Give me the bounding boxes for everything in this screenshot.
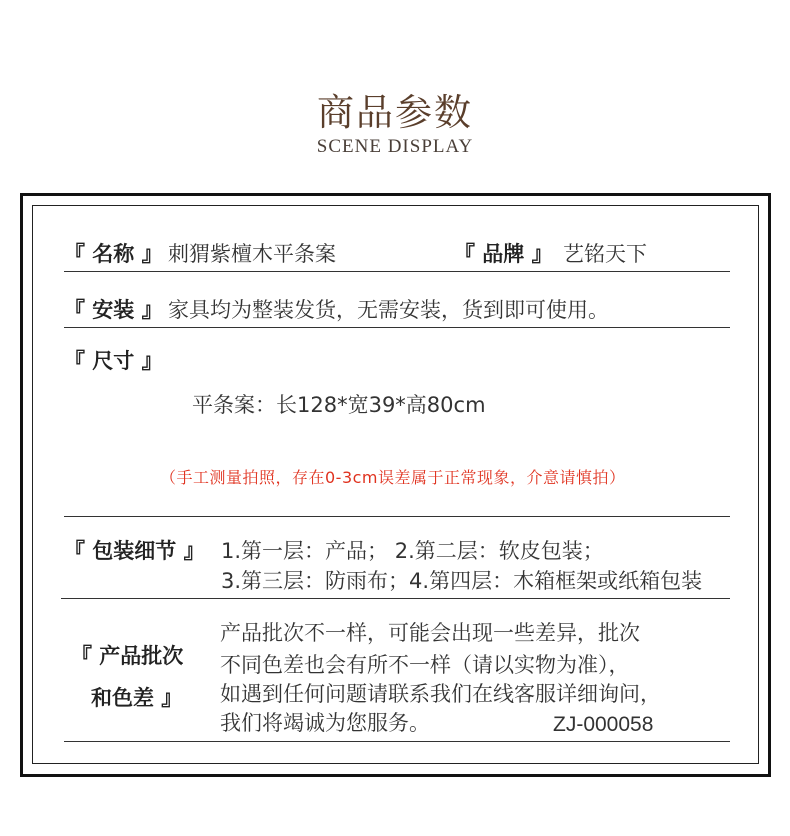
- brand-value: 艺铭天下: [563, 242, 647, 266]
- page-title: 商品参数: [317, 91, 473, 134]
- batch-text-line-3: 如遇到任何问题请联系我们在线客服详细询问，: [220, 682, 661, 706]
- name-value: 刺猬紫檀木平条案: [168, 242, 336, 266]
- batch-text-line-2: 不同色差也会有所不一样（请以实物为准），: [220, 653, 630, 677]
- name-label: 『 名称 』: [64, 242, 163, 266]
- install-label: 『 安装 』: [64, 298, 163, 322]
- packaging-line-2: 3.第三层：防雨布；4.第四层：木箱框架或纸箱包装: [221, 569, 703, 593]
- packaging-line-1: 1.第一层：产品； 2.第二层：软皮包装；: [221, 539, 604, 563]
- divider: [64, 516, 730, 517]
- batch-label-line-2: 和色差 』: [91, 686, 183, 710]
- batch-text-line-4: 我们将竭诚为您服务。: [220, 711, 430, 735]
- batch-label-line-1: 『 产品批次: [71, 644, 184, 668]
- divider: [64, 271, 730, 272]
- brand-label: 『 品牌 』: [454, 242, 553, 266]
- divider: [61, 598, 730, 599]
- install-value: 家具均为整装发货，无需安装，货到即可使用。: [168, 298, 609, 322]
- packaging-label: 『 包装细节 』: [64, 539, 205, 563]
- size-note: （手工测量拍照，存在0-3cm误差属于正常现象，介意请慎拍）: [160, 468, 626, 487]
- size-label: 『 尺寸 』: [64, 349, 163, 373]
- batch-text-line-1: 产品批次不一样，可能会出现一些差异，批次: [220, 621, 640, 645]
- page-subtitle: SCENE DISPLAY: [316, 136, 474, 157]
- divider: [64, 327, 730, 328]
- size-value: 平条案：长128*宽39*高80cm: [192, 393, 486, 417]
- product-code: ZJ-000058: [553, 713, 654, 736]
- divider: [64, 741, 730, 742]
